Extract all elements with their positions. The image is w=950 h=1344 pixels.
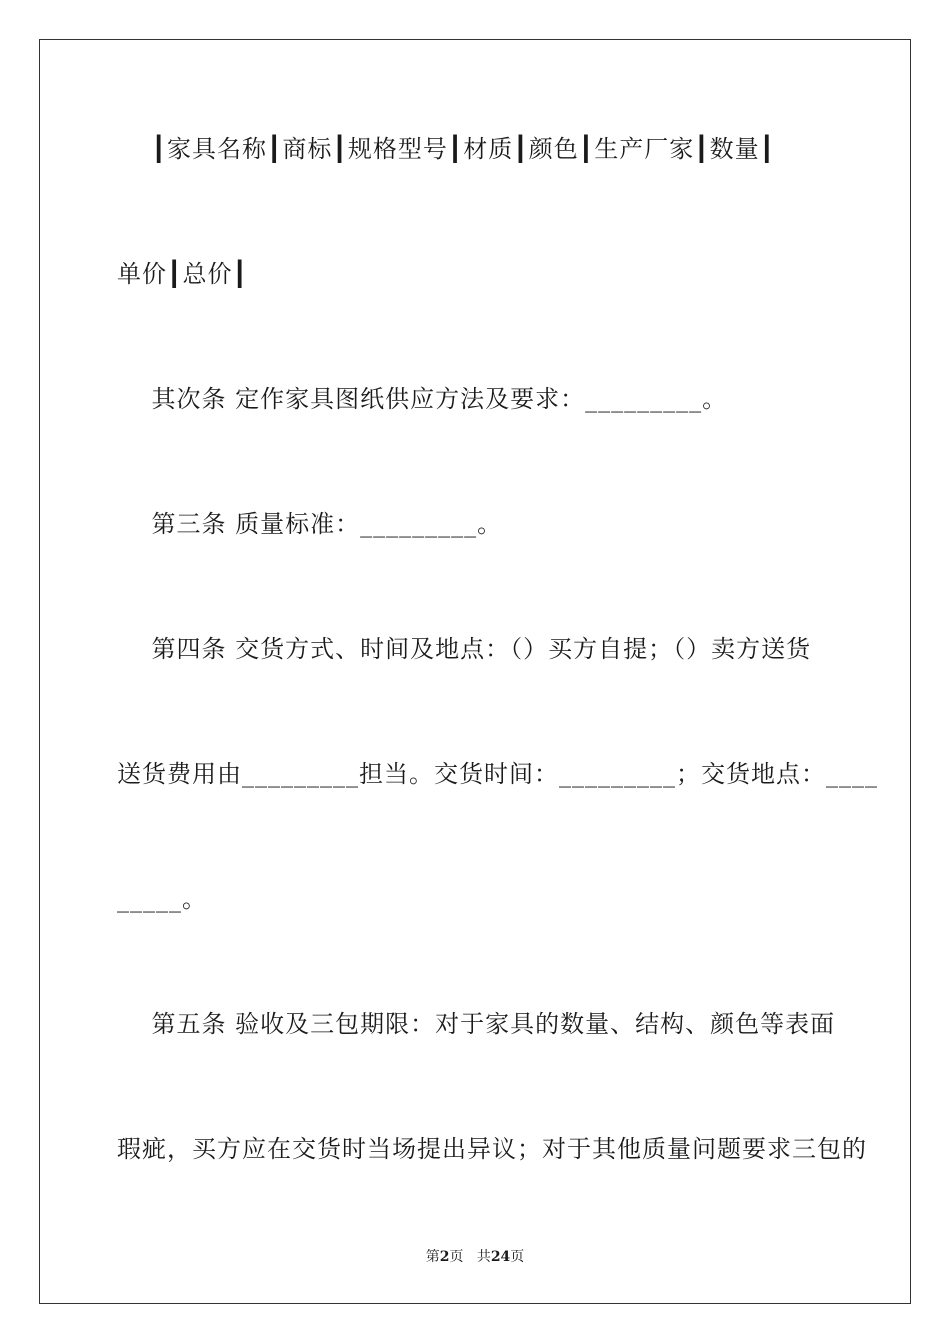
- article-2-text: 其次条 定作家具图纸供应方法及要求：_________。: [117, 385, 728, 413]
- total-pages-number: 24: [490, 1249, 511, 1265]
- article-5-text-cont: 瑕疵，买方应在交货时当场提出异议；对于其他质量问题要求三包的: [117, 1135, 867, 1163]
- article-4-text-end: _____。: [117, 885, 207, 913]
- article-3-text: 第三条 质量标准：_________。: [117, 510, 503, 538]
- total-suffix: 页: [510, 1249, 525, 1265]
- furniture-table-header-cont: 单价┃总价┃: [117, 260, 248, 288]
- total-prefix: 共: [476, 1249, 491, 1265]
- article-5-text: 第五条 验收及三包期限：对于家具的数量、结构、颜色等表面: [117, 1010, 836, 1038]
- article-4-text-cont: 送货费用由_________担当。交货时间：_________；交货地点：____: [117, 760, 878, 788]
- furniture-table-header: ┃家具名称┃商标┃规格型号┃材质┃颜色┃生产厂家┃数量┃: [117, 135, 776, 163]
- article-4-text: 第四条 交货方式、时间及地点：（）买方自提；（）卖方送货: [117, 635, 812, 663]
- page-number-footer: [0, 1247, 950, 1267]
- page-border: [39, 39, 911, 1304]
- page-suffix: 页: [449, 1249, 464, 1265]
- page-prefix: 第: [425, 1249, 440, 1265]
- current-page-number: 2: [439, 1249, 450, 1265]
